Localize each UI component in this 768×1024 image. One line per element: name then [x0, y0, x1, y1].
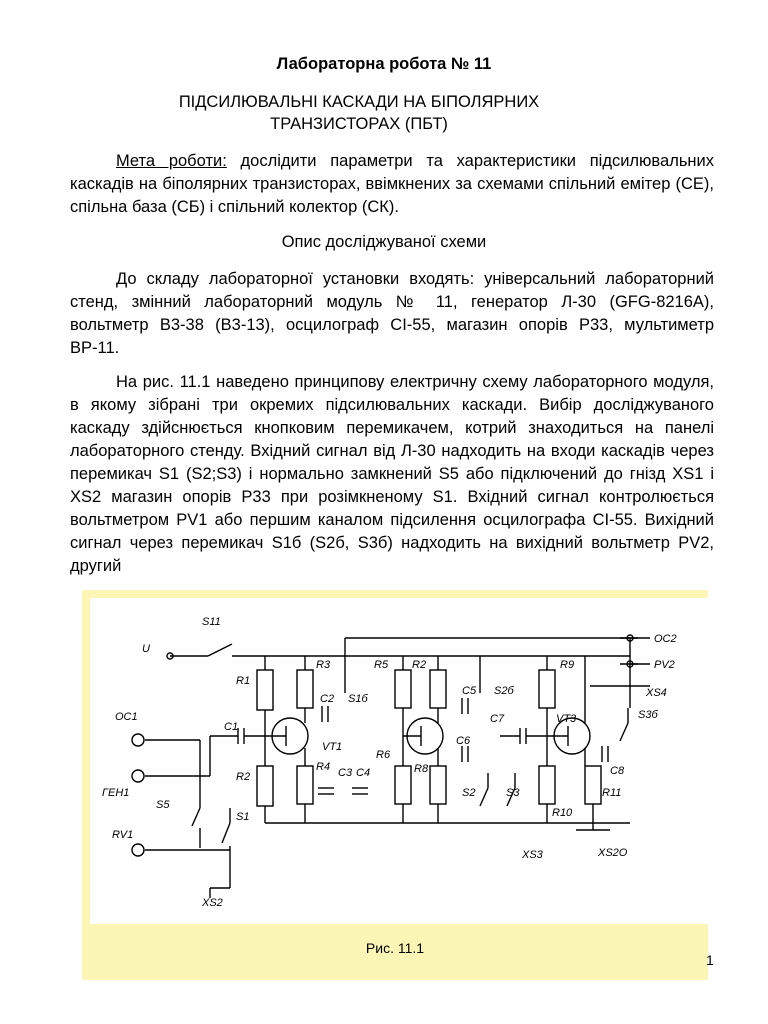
label-s1b: S1б	[348, 693, 368, 705]
topic-line-1: ПІДСИЛЮВАЛЬНІ КАСКАДИ НА БІПОЛЯРНИХ	[178, 93, 540, 111]
page-number: 1	[706, 952, 714, 968]
label-r2-stage2: R2	[412, 659, 427, 671]
label-rv1: RV1	[112, 829, 134, 841]
label-s3: S3	[506, 787, 520, 799]
label-s3b: S3б	[638, 709, 658, 721]
label-gen1: ГЕН1	[102, 787, 130, 799]
topic-line-2: ТРАНЗИСТОРАХ (ПБТ)	[270, 115, 448, 133]
label-s2b: S2б	[494, 685, 514, 697]
label-c2: C2	[320, 693, 335, 705]
label-r1: R1	[236, 675, 251, 687]
label-xs2: XS2	[202, 897, 223, 909]
label-oc1: OC1	[115, 711, 138, 723]
label-r5: R5	[374, 659, 389, 671]
label-oc2: OC2	[654, 633, 677, 645]
paragraph-scheme	[70, 371, 714, 578]
goal-paragraph	[70, 150, 714, 219]
label-r11: R11	[602, 787, 622, 799]
label-r4: R4	[316, 761, 331, 773]
section-title: Опис досліджуваної схеми	[281, 233, 487, 251]
circuit-svg	[90, 598, 708, 924]
goal-label: Мета роботи:	[116, 152, 227, 170]
label-r2: R2	[236, 771, 251, 783]
label-c3: C3	[338, 767, 353, 779]
label-u: U	[142, 643, 150, 655]
label-r6: R6	[376, 749, 391, 761]
lab-title: Лабораторна робота № 11	[276, 55, 492, 73]
label-c8: C8	[610, 765, 625, 777]
label-c5: C5	[462, 685, 477, 697]
label-r8: R8	[414, 763, 429, 775]
label-xs20: XS2O	[598, 847, 628, 859]
label-s5: S5	[156, 799, 170, 811]
label-s2: S2	[462, 787, 476, 799]
label-r3: R3	[316, 659, 331, 671]
label-pv2: PV2	[654, 659, 675, 671]
label-xs4: XS4	[646, 687, 667, 699]
label-s1: S1	[236, 811, 250, 823]
paragraph-equipment	[70, 268, 714, 360]
figure-caption: Рис. 11.1	[365, 940, 425, 956]
paragraph-equipment-text: До складу лабораторної установки входять: універсальний лабораторний стенд, змінний лабораторний модуль № 11, генератор Л-30 (GFG-8216A), вольтметр В3-38 (В3-13), осцилограф СІ-55, магазин опорів Р33, мультиметр ВР-11.	[70, 270, 714, 357]
label-r9: R9	[560, 659, 575, 671]
label-c1: C1	[224, 721, 239, 733]
label-c7: C7	[490, 713, 505, 725]
label-xs3: XS3	[522, 849, 543, 861]
label-r10: R10	[552, 807, 573, 819]
paragraph-scheme-text: На рис. 11.1 наведено принципову електричну схему лабораторного модуля, в якому зібрані три окремих підсилювальних каскади. Вибір досліджуваного каскаду здійснюється кнопковим перемикачем, котрий знаходиться на панелі лабораторного стенду. Вхідний сигнал від Л-30 надходить на входи каскадів через перемикач S1 (S2;S3) і нормально замкнений S5 або підключений до гнізд XS1 і XS2 магазин опорів Р33 при розімкненому S1. Вхідний сигнал контролюється вольтметром PV1 або першим каналом підсилення осцилографа СІ-55. Вихідний сигнал через перемикач S1б (S2б, S3б) надходить на вихідний вольтметр PV2, другий	[70, 373, 714, 575]
label-s11: S11	[202, 616, 221, 628]
label-vt1: VT1	[322, 741, 343, 753]
label-c4: C4	[356, 767, 371, 779]
goal-text: дослідити параметри та характеристики підсилювальних каскадів на біполярних транзисторах, ввімкнених за схемами спільний емітер (СЕ), спільна база (СБ) і спільний колектор (СК).	[70, 152, 714, 216]
label-c6: C6	[456, 735, 471, 747]
circuit-diagram	[90, 598, 708, 924]
label-vt3: VT3	[556, 713, 577, 725]
